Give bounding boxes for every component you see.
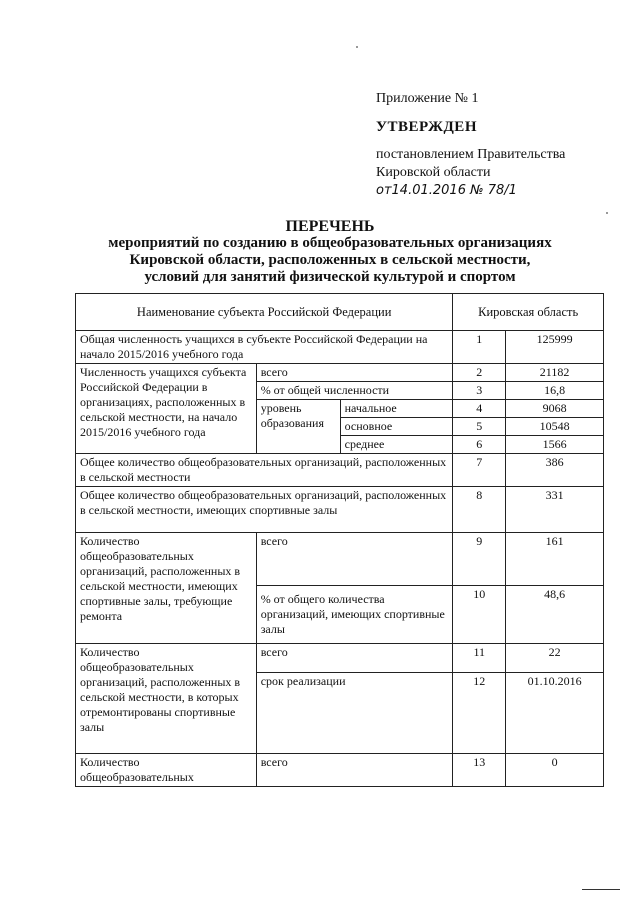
sub-label: срок реализации: [256, 673, 453, 754]
row-value: 386: [506, 454, 604, 487]
title-main: ПЕРЕЧЕНЬ: [285, 218, 375, 235]
row-value: 1566: [506, 436, 604, 454]
title-line-2: Кировской области, расположенных в сельской местности,: [129, 252, 531, 268]
row-value: 161: [506, 533, 604, 586]
row-value: 21182: [506, 364, 604, 382]
group-label: Количество общеобразовательных организаций, расположенных в сельской местности, имеющих спортивные залы, требующие ремонта: [76, 533, 257, 644]
title-line-1: мероприятий по созданию в общеобразовательных организациях: [108, 235, 552, 251]
table-row: [76, 487, 604, 533]
sub-label: начальное: [340, 400, 453, 418]
row-value: 48,6: [506, 586, 604, 644]
row-number: 5: [453, 418, 506, 436]
row-number: 7: [453, 454, 506, 487]
group-label: Численность учащихся субъекта Российской Федерации в организациях, расположенных в сельской местности, на начало 2015/2016 учебного года: [76, 364, 257, 454]
row-number: 10: [453, 586, 506, 644]
header-name-cell: Наименование субъекта Российской Федерации: [76, 294, 453, 331]
sub-label: основное: [340, 418, 453, 436]
sub-label: среднее: [340, 436, 453, 454]
row-value: 331: [506, 487, 604, 533]
row-number: 4: [453, 400, 506, 418]
row-number: 2: [453, 364, 506, 382]
row-number: 6: [453, 436, 506, 454]
resolution-date: от14.01.2016 № 78/1: [376, 183, 517, 198]
approved-label: УТВЕРЖДЕН: [376, 119, 477, 135]
table-row: [76, 364, 604, 382]
row-number: 1: [453, 331, 506, 364]
row-value: 0: [506, 754, 604, 787]
appendix-label: Приложение № 1: [376, 91, 479, 106]
table-row: [76, 754, 604, 787]
row-label: Общее количество общеобразовательных организаций, расположенных в сельской местности: [76, 454, 453, 487]
row-value: 10548: [506, 418, 604, 436]
measures-table: [75, 293, 604, 787]
row-label: Общее количество общеобразовательных организаций, расположенных в сельской местности, имеющих спортивные залы: [76, 487, 453, 533]
row-label: Общая численность учащихся в субъекте Российской Федерации на начало 2015/2016 учебного года: [76, 331, 453, 364]
row-number: 13: [453, 754, 506, 787]
table-header-row: [76, 294, 604, 331]
group-label: Количество общеобразовательных организаций, расположенных в сельской местности, в которых отремонтированы спортивные залы: [76, 644, 257, 754]
header-region-cell: Кировская область: [453, 294, 604, 331]
table-row: [76, 331, 604, 364]
row-value: 01.10.2016: [506, 673, 604, 754]
table-row: [76, 533, 604, 586]
row-value: 125999: [506, 331, 604, 364]
row-value: 9068: [506, 400, 604, 418]
group-label: Количество общеобразовательных: [76, 754, 257, 787]
row-number: 8: [453, 487, 506, 533]
scan-speck: [606, 212, 608, 214]
resolution-text: постановлением Правительства Кировской области: [376, 147, 566, 180]
sub-label: всего: [256, 533, 453, 586]
scan-speck: [356, 46, 358, 48]
sub-label: всего: [256, 644, 453, 673]
sub-label: % от общей численности: [256, 382, 453, 400]
sub-label: всего: [256, 754, 453, 787]
row-value: 16,8: [506, 382, 604, 400]
table-row: [76, 454, 604, 487]
document-title: [80, 218, 580, 286]
level-label: уровень образования: [256, 400, 340, 454]
sub-label: % от общего количества организаций, имеющих спортивные залы: [256, 586, 453, 644]
row-value: 22: [506, 644, 604, 673]
table-row: [76, 644, 604, 673]
row-number: 12: [453, 673, 506, 754]
approval-stamp: [376, 90, 616, 200]
row-number: 9: [453, 533, 506, 586]
footer-mark: [582, 889, 620, 890]
sub-label: всего: [256, 364, 453, 382]
row-number: 3: [453, 382, 506, 400]
row-number: 11: [453, 644, 506, 673]
title-line-3: условий для занятий физической культурой и спортом: [144, 269, 516, 285]
